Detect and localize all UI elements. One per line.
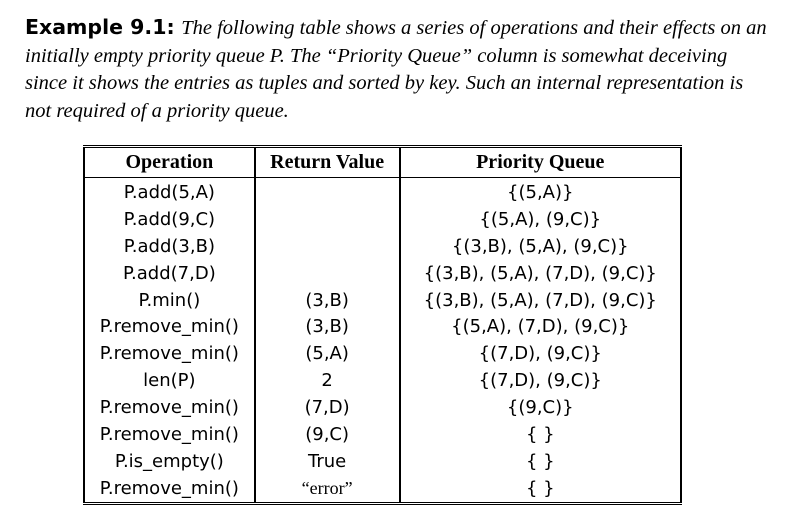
return-value-cell bbox=[255, 260, 400, 287]
example-text: The following table shows a series of operations and their effects on an initially empty priority queue P. The “Priority Queue” column is somewhat deceiving since it shows the entries as tuples and sorted by key. Such an internal representation is not required of a priority queue. bbox=[25, 17, 767, 122]
operation-cell: P.add(9,C) bbox=[84, 206, 255, 233]
queue-cell: {(3,B), (5,A), (7,D), (9,C)} bbox=[400, 287, 681, 314]
example-paragraph bbox=[25, 14, 770, 124]
queue-cell: {(9,C)} bbox=[400, 394, 681, 421]
table-row bbox=[84, 178, 681, 206]
table-row bbox=[84, 421, 681, 448]
queue-cell: {(3,B), (5,A), (7,D), (9,C)} bbox=[400, 260, 681, 287]
operation-cell: P.add(7,D) bbox=[84, 260, 255, 287]
priority-queue-table bbox=[83, 145, 682, 505]
queue-cell: {(5,A), (7,D), (9,C)} bbox=[400, 313, 681, 340]
header-priority-queue: Priority Queue bbox=[400, 147, 681, 178]
table-body bbox=[84, 178, 681, 504]
return-value-cell: (3,B) bbox=[255, 287, 400, 314]
operation-cell: P.min() bbox=[84, 287, 255, 314]
queue-cell: {(7,D), (9,C)} bbox=[400, 340, 681, 367]
queue-cell: {(7,D), (9,C)} bbox=[400, 367, 681, 394]
operation-cell: P.is_empty() bbox=[84, 448, 255, 475]
return-value-cell: (3,B) bbox=[255, 313, 400, 340]
table-row bbox=[84, 287, 681, 314]
operation-cell: P.add(3,B) bbox=[84, 233, 255, 260]
return-value-cell bbox=[255, 233, 400, 260]
table-header-row bbox=[84, 147, 681, 178]
operation-cell: P.remove_min() bbox=[84, 421, 255, 448]
priority-queue-table-container bbox=[83, 145, 682, 505]
return-value-cell: (5,A) bbox=[255, 340, 400, 367]
operation-cell: P.remove_min() bbox=[84, 313, 255, 340]
return-value-cell: “error” bbox=[255, 475, 400, 503]
table-row bbox=[84, 313, 681, 340]
queue-cell: {(3,B), (5,A), (9,C)} bbox=[400, 233, 681, 260]
operation-cell: P.remove_min() bbox=[84, 340, 255, 367]
table-row bbox=[84, 340, 681, 367]
return-value-cell: (9,C) bbox=[255, 421, 400, 448]
queue-cell: { } bbox=[400, 475, 681, 503]
queue-cell: { } bbox=[400, 421, 681, 448]
operation-cell: len(P) bbox=[84, 367, 255, 394]
return-value-cell: (7,D) bbox=[255, 394, 400, 421]
table-row bbox=[84, 475, 681, 503]
header-return-value: Return Value bbox=[255, 147, 400, 178]
return-value-cell bbox=[255, 178, 400, 206]
table-row bbox=[84, 206, 681, 233]
operation-cell: P.remove_min() bbox=[84, 475, 255, 503]
operation-cell: P.remove_min() bbox=[84, 394, 255, 421]
return-value-cell: 2 bbox=[255, 367, 400, 394]
table-row bbox=[84, 367, 681, 394]
return-value-cell: True bbox=[255, 448, 400, 475]
queue-cell: {(5,A), (9,C)} bbox=[400, 206, 681, 233]
example-label: Example 9.1: bbox=[25, 15, 175, 39]
queue-cell: {(5,A)} bbox=[400, 178, 681, 206]
header-operation: Operation bbox=[84, 147, 255, 178]
operation-cell: P.add(5,A) bbox=[84, 178, 255, 206]
table-row bbox=[84, 394, 681, 421]
table-row bbox=[84, 448, 681, 475]
return-value-cell bbox=[255, 206, 400, 233]
table-row bbox=[84, 233, 681, 260]
table-row bbox=[84, 260, 681, 287]
queue-cell: { } bbox=[400, 448, 681, 475]
